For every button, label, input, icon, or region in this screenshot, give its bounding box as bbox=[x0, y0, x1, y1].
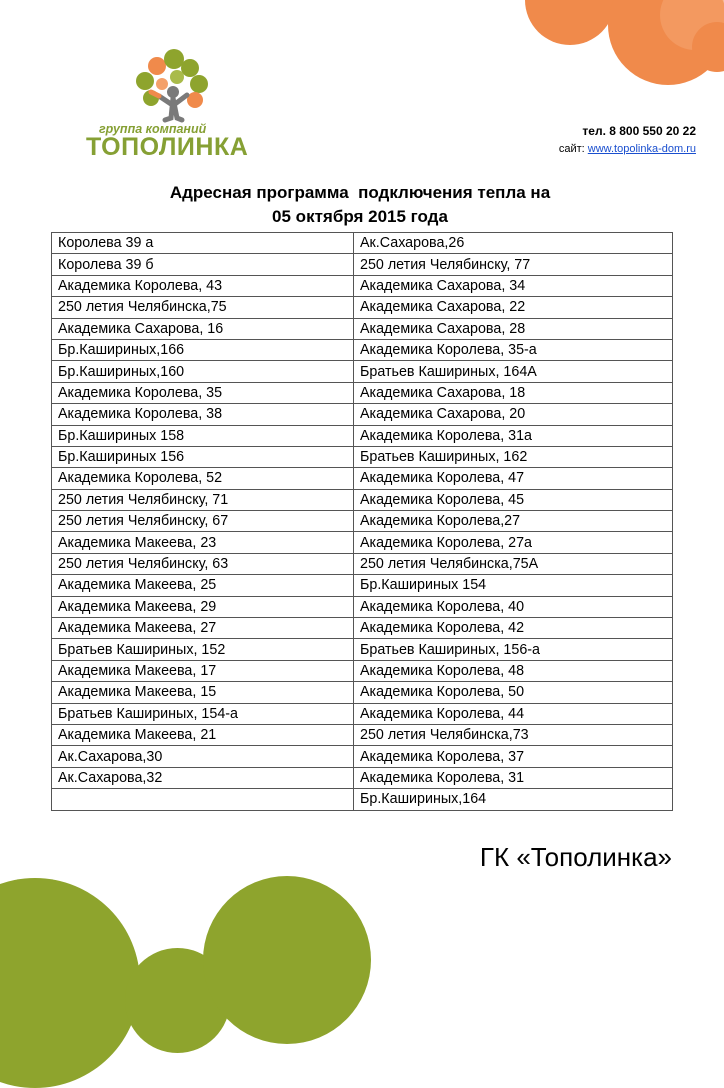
company-signature: ГК «Тополинка» bbox=[479, 842, 672, 872]
address-cell-right: Ак.Сахарова,26 bbox=[354, 233, 673, 254]
address-cell-left: 250 летия Челябинску, 63 bbox=[52, 553, 354, 574]
table-row bbox=[52, 553, 673, 574]
table-row bbox=[52, 318, 673, 339]
address-cell-left: 250 летия Челябинску, 67 bbox=[52, 511, 354, 532]
decor-circle-green bbox=[0, 878, 140, 1088]
table-row bbox=[52, 382, 673, 403]
address-cell-left: Академика Королева, 52 bbox=[52, 468, 354, 489]
address-cell-left: Бр.Кашириных 158 bbox=[52, 425, 354, 446]
table-row bbox=[52, 233, 673, 254]
table-row bbox=[52, 404, 673, 425]
table-row bbox=[52, 489, 673, 510]
contact-block bbox=[559, 122, 696, 158]
phone-number: тел. 8 800 550 20 22 bbox=[582, 124, 696, 138]
decor-circle-green bbox=[203, 876, 371, 1044]
address-cell-right: Академика Сахарова, 34 bbox=[354, 275, 673, 296]
table-row bbox=[52, 361, 673, 382]
address-cell-right: Академика Сахарова, 22 bbox=[354, 297, 673, 318]
address-cell-right: Академика Королева, 47 bbox=[354, 468, 673, 489]
address-cell-right: Академика Сахарова, 18 bbox=[354, 382, 673, 403]
address-cell-left: Академика Сахарова, 16 bbox=[52, 318, 354, 339]
site-label: сайт: bbox=[558, 143, 585, 155]
address-cell-left: Академика Макеева, 25 bbox=[52, 575, 354, 596]
address-cell-left bbox=[52, 789, 354, 810]
address-cell-left: 250 летия Челябинска,75 bbox=[52, 297, 354, 318]
table-row bbox=[52, 254, 673, 275]
address-cell-right: Братьев Кашириных, 162 bbox=[354, 446, 673, 467]
address-cell-left: Королева 39 б bbox=[52, 254, 354, 275]
address-cell-left: Братьев Кашириных, 154-а bbox=[52, 703, 354, 724]
address-cell-right: 250 летия Челябинска,75А bbox=[354, 553, 673, 574]
address-cell-left: Бр.Кашириных,166 bbox=[52, 339, 354, 360]
table-row bbox=[52, 724, 673, 745]
table-row bbox=[52, 425, 673, 446]
address-cell-right: Академика Королева,27 bbox=[354, 511, 673, 532]
site-line bbox=[559, 140, 696, 158]
address-cell-right: Академика Королева, 42 bbox=[354, 618, 673, 639]
brand-subtitle: группа компаний bbox=[99, 122, 207, 136]
address-cell-left: Бр.Кашириных 156 bbox=[52, 446, 354, 467]
address-cell-right: Академика Сахарова, 28 bbox=[354, 318, 673, 339]
address-cell-left: 250 летия Челябинску, 71 bbox=[52, 489, 354, 510]
table-row bbox=[52, 468, 673, 489]
address-cell-right: Академика Королева, 31а bbox=[354, 425, 673, 446]
table-row bbox=[52, 746, 673, 767]
address-cell-right: Академика Сахарова, 20 bbox=[354, 404, 673, 425]
table-row bbox=[52, 767, 673, 788]
table-row bbox=[52, 339, 673, 360]
table-row bbox=[52, 660, 673, 681]
page-title: Адресная программа подключения тепла на 05 октября 2015 года bbox=[169, 183, 551, 226]
table-row bbox=[52, 575, 673, 596]
address-cell-right: Бр.Кашириных,164 bbox=[354, 789, 673, 810]
brand-name: ТОПОЛИНКА bbox=[86, 133, 249, 161]
address-cell-left: Академика Макеева, 23 bbox=[52, 532, 354, 553]
address-cell-left: Академика Королева, 35 bbox=[52, 382, 354, 403]
table-row bbox=[52, 446, 673, 467]
address-cell-right: 250 летия Челябинска,73 bbox=[354, 724, 673, 745]
address-cell-left: Братьев Кашириных, 152 bbox=[52, 639, 354, 660]
address-cell-right: 250 летия Челябинску, 77 bbox=[354, 254, 673, 275]
address-table bbox=[51, 232, 673, 811]
address-table-body bbox=[52, 233, 673, 811]
table-row bbox=[52, 703, 673, 724]
address-cell-right: Братьев Кашириных, 164А bbox=[354, 361, 673, 382]
address-cell-right: Академика Королева, 48 bbox=[354, 660, 673, 681]
table-row bbox=[52, 511, 673, 532]
address-cell-left: Академика Королева, 43 bbox=[52, 275, 354, 296]
table-row bbox=[52, 639, 673, 660]
address-cell-right: Академика Королева, 45 bbox=[354, 489, 673, 510]
table-row bbox=[52, 618, 673, 639]
address-cell-left: Академика Макеева, 15 bbox=[52, 682, 354, 703]
address-cell-left: Академика Макеева, 29 bbox=[52, 596, 354, 617]
site-link[interactable]: www.topolinka-dom.ru bbox=[587, 143, 696, 155]
address-cell-right: Академика Королева, 35-а bbox=[354, 339, 673, 360]
address-cell-right: Академика Королева, 31 bbox=[354, 767, 673, 788]
table-row bbox=[52, 789, 673, 810]
table-row bbox=[52, 596, 673, 617]
address-cell-left: Королева 39 а bbox=[52, 233, 354, 254]
table-row bbox=[52, 532, 673, 553]
address-cell-right: Академика Королева, 50 bbox=[354, 682, 673, 703]
table-row bbox=[52, 275, 673, 296]
address-cell-left: Академика Макеева, 21 bbox=[52, 724, 354, 745]
address-cell-left: Ак.Сахарова,30 bbox=[52, 746, 354, 767]
address-cell-right: Братьев Кашириных, 156-а bbox=[354, 639, 673, 660]
address-cell-left: Академика Королева, 38 bbox=[52, 404, 354, 425]
address-cell-left: Академика Макеева, 27 bbox=[52, 618, 354, 639]
table-row bbox=[52, 682, 673, 703]
address-cell-left: Ак.Сахарова,32 bbox=[52, 767, 354, 788]
address-cell-right: Академика Королева, 44 bbox=[354, 703, 673, 724]
address-cell-right: Бр.Кашириных 154 bbox=[354, 575, 673, 596]
address-cell-right: Академика Королева, 37 bbox=[354, 746, 673, 767]
decor-circle-orange bbox=[525, 0, 615, 45]
address-cell-left: Бр.Кашириных,160 bbox=[52, 361, 354, 382]
table-row bbox=[52, 297, 673, 318]
address-cell-left: Академика Макеева, 17 bbox=[52, 660, 354, 681]
address-cell-right: Академика Королева, 40 bbox=[354, 596, 673, 617]
address-cell-right: Академика Королева, 27а bbox=[354, 532, 673, 553]
